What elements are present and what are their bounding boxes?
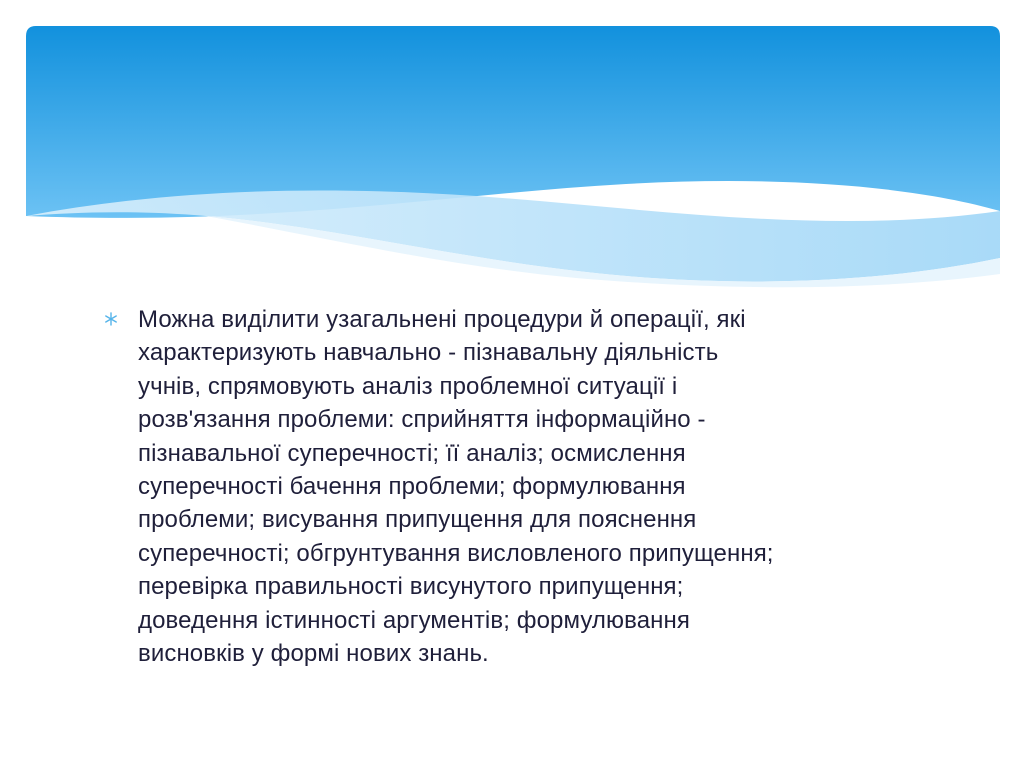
asterisk-icon [104,303,138,331]
bullet-item [104,303,924,670]
header-wave-decoration [26,26,1000,288]
header-band [26,26,1000,218]
bullet-text: Можна виділити узагальнені процедури й операції, які характеризують навчально - пізнавальну діяльність учнів, спрямовують аналіз проблемної ситуації і розв'язання проблеми: сприйняття інформаційно - пізнавальної суперечності; її аналіз; осмислення суперечності бачення проблеми; формулювання проблеми; висування припущення для пояснення суперечності; обгрунтування висловленого припущення; перевірка правильності висунутого припущення; доведення істинності аргументів; формулювання висновків у формі нових знань. [138,306,774,668]
content-area [104,303,924,670]
